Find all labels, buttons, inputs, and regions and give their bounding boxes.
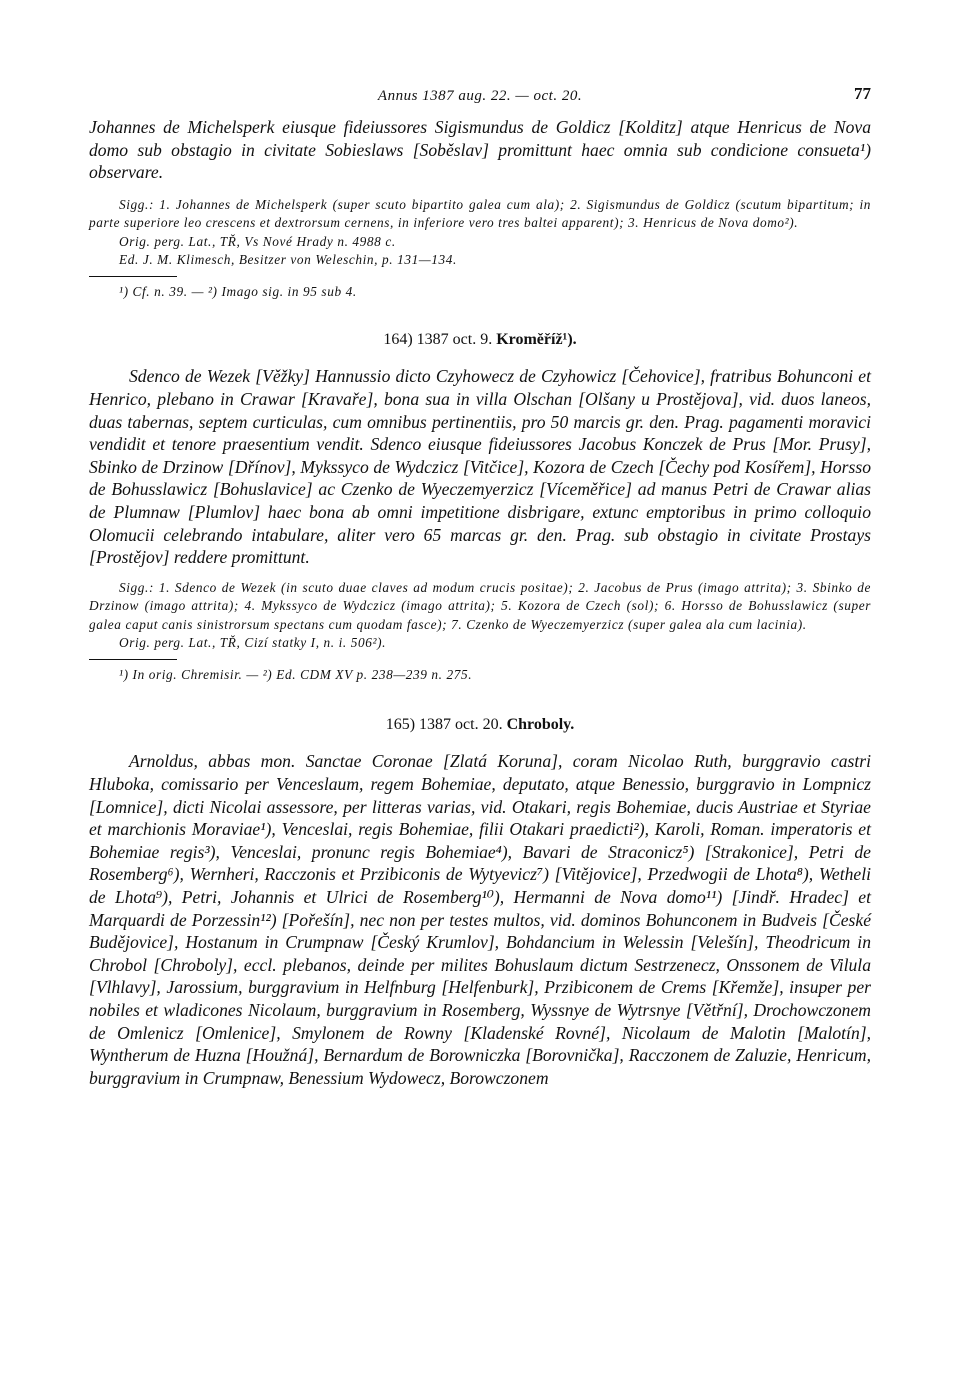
doc165-text: Arnoldus, abbas mon. Sanctae Coronae [Zlatá Koruna], coram Nicolao Ruth, burggravio castri Hluboka, comissario per Venceslaum, regem Bohemiae, deputato, atque Benessio, burggravio in Lompnicz [Lomnice], dicti Nicolai assessore, per litteras varias, vid. Otakari, regis Bohemiae, ducis Austriae et Styriae et marchionis Moraviae¹), Venceslai, regis Bohemiae, filii Otakari praedicti²), Karoli, Roman. imperatoris et Bohemiae regis³), Venceslai, pronunc regis Bohemiae⁴), Bavari de Straconicz⁵) [Strakonice], Petri de Rosemberg⁶), Wernheri, Racczonis et Przibiconis de Wytyevicz⁷) [Vitějovice], Przedwogii de Lhota⁸), Wetheli de Lhota⁹), Petri, Johannis et Ulrici de Rosemberg¹⁰), Hermanni de Nova domo¹¹) [Jindř. Hradec] et Marquardi de Porzessin¹²) [Pořešín], nec non per testes multos, vid. dominos Bohunconem in Budveis [České Budějovice], Hostanum in Crumpnaw [Český Krumlov], Bohdancium in Welessin [Velešín], Theodricum in Chrobol [Chroboly], eccl. plebanos, deinde per milites Bohuslaum dictum Sestrzenecz, Onssonem de Vilula [Vlhlavy], Jarossium, burggravium in Helfnburg [Helfenburk], Przibiconem de Crems [Křemže], insuper per nobiles et wladicones Nicolaum, burggravium in Rosemberg, Wyssnye de Wytrsnye [Větřní], Drochowczonem de Omlenicz [Omlenice], Smylonem de Rowny [Kladenské Rovné], Nicolaum de Malotin [Malotín], Wyntherum de Huzna [Houžná], Bernardum de Borowniczka [Borovnička], Racczonem de Zaluzie, Henricum, burggravium in Crumpnaw, Benessium Wydowecz, Borowczonem [89, 751, 871, 1088]
doc164-heading-place: Kroměříž¹). [496, 331, 577, 349]
doc163-tail-text: Johannes de Michelsperk eiusque fideiussores Sigismundus de Goldicz [Kolditz] atque Henricus de Nova domo sub obstagio in civitate Sobieslaws [Soběslav] promittunt haec omnia sub condicione consueta¹) observare. [89, 117, 871, 183]
footnote-rule [89, 659, 177, 660]
doc163-sigg: Sigg.: 1. Johannes de Michelsperk (super scuto bipartito galea cum ala); 2. Sigismundus de Goldicz (scutum bipartitum; in parte superiore leo crescens et dextrorsum cernens, in inferiore vero tres baltei apparent); 3. Henricus de Nova domo²). [89, 196, 871, 231]
doc164-orig: Orig. perg. Lat., TŘ, Cizí statky I, n. i. 506²). [119, 634, 387, 650]
document-page [89, 84, 871, 1089]
doc165-heading-number: 165) 1387 oct. 20. [385, 716, 503, 734]
running-head: Annus 1387 aug. 22. — oct. 20. [377, 88, 583, 104]
footnote-rule [89, 276, 177, 277]
doc165-heading-place: Chroboly. [506, 716, 575, 734]
doc164-footnote: ¹) In orig. Chremisir. — ²) Ed. CDM XV p. 238—239 n. 275. [119, 667, 473, 683]
doc163-apparatus [89, 196, 871, 302]
doc163-ed: Ed. J. M. Klimesch, Besitzer von Weleschin, p. 131—134. [119, 252, 457, 267]
page-number: 77 [854, 84, 871, 103]
doc164-sigg: Sigg.: 1. Sdenco de Wezek (in scuto duae claves ad modum crucis positae); 2. Jacobus de Prus (imago attrita); 3. Sbinko de Drzinow (imago attrita); 4. Mykssyco de Wydczicz (imago attrita); 5. Kozora de Czech (sol); 6. Horsso de Bohusslawicz (super galea caput canis sinistrorsum spectans cum quodam fasce); 7. Czenko de Wyeczemyerzicz (super galea ala cum lacinia). [89, 579, 871, 632]
doc163-footnote: ¹) Cf. n. 39. — ²) Imago sig. in 95 sub 4. [119, 284, 357, 300]
page-header [89, 84, 871, 110]
doc164-text: Sdenco de Wezek [Věžky] Hannussio dicto Czyhowecz de Czyhowicz [Čehovice], fratribus Bohunconi et Henrico, plebano in Crawar [Kravaře], bona sua in villa Olschan [Olšany u Prostějova], vid. duos laneos, duas tabernas, septem curticulas, cum omnibus pertinentiis, pro 50 marcis gr. den. Prag. pagamenti moravici vendidit et tenore praesentium vendit. Sdenco eiusque fideiussores Jacobus Konczek de Prus [Mor. Prusy], Sbinko de Drzinow [Dřínov], Mykssyco de Wydczicz [Vitčice], Kozora de Czech [Čechy pod Kosířem], Horsso de Bohusslawicz [Bohuslavice] ac Czenko de Wyeczemyerzicz [Víceměřice] ad manus Petri de Crawar alias de Plumnaw [Plumlov] haec bona ab omni impetitione disbrigare, extunc emptoribus in primo colloquio Olomucii celebrando intabulare, aliter vero 65 marcas gr. den. Prag. sub obstagio in civitate Prostays [Prostějov] reddere promittunt. [89, 366, 871, 568]
doc163-orig: Orig. perg. Lat., TŘ, Vs Nové Hrady n. 4988 c. [119, 233, 396, 249]
doc164-heading-number: 164) 1387 oct. 9. [383, 331, 493, 349]
doc164-apparatus [89, 579, 871, 685]
doc165-heading [89, 716, 871, 734]
doc164-heading [89, 331, 871, 349]
